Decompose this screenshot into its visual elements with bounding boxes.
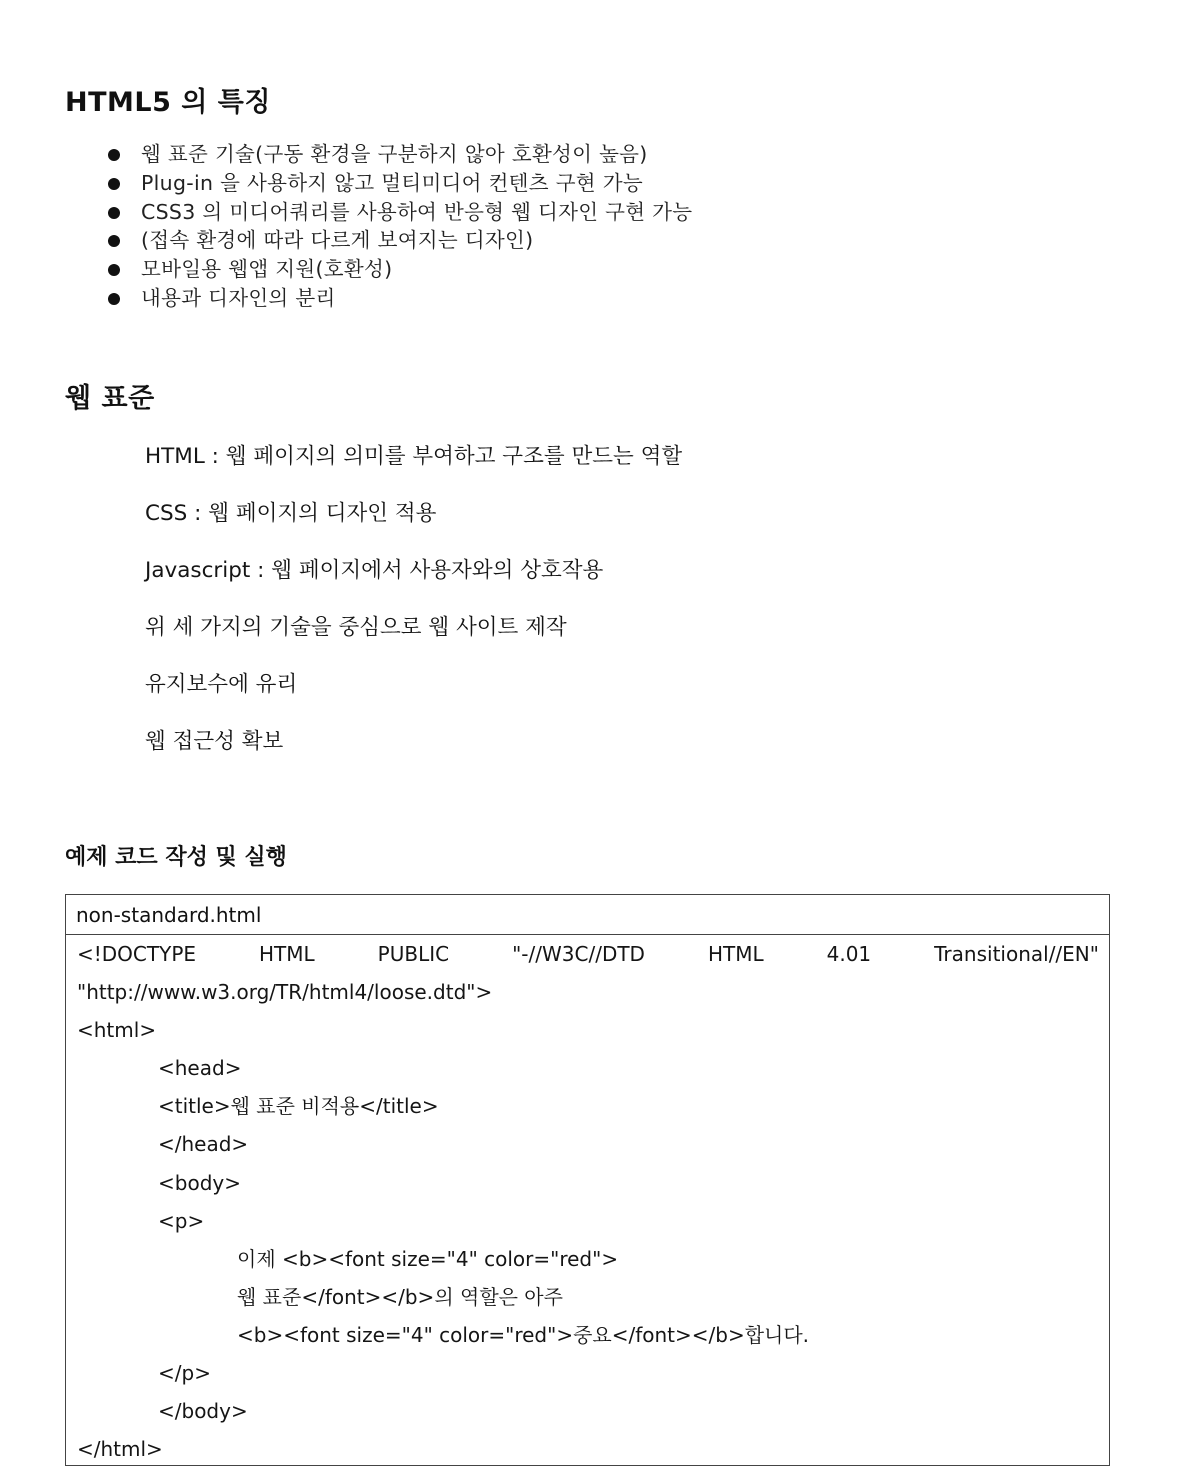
doctype-token: Transitional//EN" [934,942,1099,966]
list-item-text: 모바일용 웹앱 지원(호환성) [141,257,393,282]
doctype-token: 4.01 [826,942,872,966]
list-item [105,255,692,284]
list-item [105,226,692,255]
bullet-dot-icon [108,235,120,247]
code-filename: non-standard.html [66,895,1109,935]
code-table [65,894,1110,1466]
list-item-text: Plug-in 을 사용하지 않고 멀티미디어 컨텐츠 구현 가능 [141,170,643,195]
doctype-token: PUBLIC [377,942,450,966]
list-item-text: 웹 표준 기술(구동 환경을 구분하지 않아 호환성이 높음) [141,142,648,166]
code-line: "http://www.w3.org/TR/html4/loose.dtd"> [77,980,493,1005]
code-line: </body> [158,1399,248,1424]
example-heading: 예제 코드 작성 및 실행 [65,845,287,870]
code-line-doctype [77,935,1099,973]
code-line: <html> [77,1018,157,1043]
list-item-text: 내용과 디자인의 분리 [141,285,336,310]
web-standard-line: HTML : 웹 페이지의 의미를 부여하고 구조를 만드는 역할 [145,444,683,469]
list-item-text: CSS3 의 미디어쿼리를 사용하여 반응형 웹 디자인 구현 가능 [141,199,693,224]
list-item-text: (접속 환경에 따라 다르게 보여지는 디자인) [141,228,534,253]
web-standard-line: 웹 접근성 확보 [145,729,284,754]
code-line: <body> [158,1170,241,1195]
web-standard-line: CSS : 웹 페이지의 디자인 적용 [145,501,437,526]
bullet-dot-icon [108,207,120,219]
doctype-token: HTML [707,942,764,966]
list-item [105,169,692,198]
web-standard-line: 위 세 가지의 기술을 중심으로 웹 사이트 제작 [145,615,567,640]
code-line: </p> [158,1361,211,1386]
bullet-dot-icon [108,293,120,305]
web-standard-list [145,438,682,780]
code-line: <b><font size="4" color="red">중요</font></b>합니다. [237,1322,810,1347]
bullet-dot-icon [108,178,120,190]
web-standard-line: Javascript : 웹 페이지에서 사용자와의 상호작용 [145,558,604,583]
code-line: </html> [77,1437,163,1462]
bullet-dot-icon [108,149,120,161]
doctype-token: HTML [259,942,315,966]
features-heading: HTML5 의 특징 [65,87,271,118]
code-line: 웹 표준</font></b>의 역할은 아주 [237,1284,563,1309]
bullet-dot-icon [108,264,120,276]
web-standard-line: 유지보수에 유리 [145,672,298,697]
doctype-token: "-//W3C//DTD [512,942,645,966]
code-line: <head> [158,1056,242,1081]
list-item [105,198,692,227]
doctype-token: <!DOCTYPE [77,942,197,966]
features-list [105,140,692,313]
code-body [66,935,1109,1468]
code-line: </head> [158,1132,249,1157]
code-line: <p> [158,1208,205,1233]
code-line: <title>웹 표준 비적용</title> [158,1094,439,1119]
list-item [105,284,692,313]
list-item [105,140,692,169]
web-standard-heading: 웹 표준 [65,383,155,414]
code-line: 이제 <b><font size="4" color="red"> [237,1246,619,1271]
